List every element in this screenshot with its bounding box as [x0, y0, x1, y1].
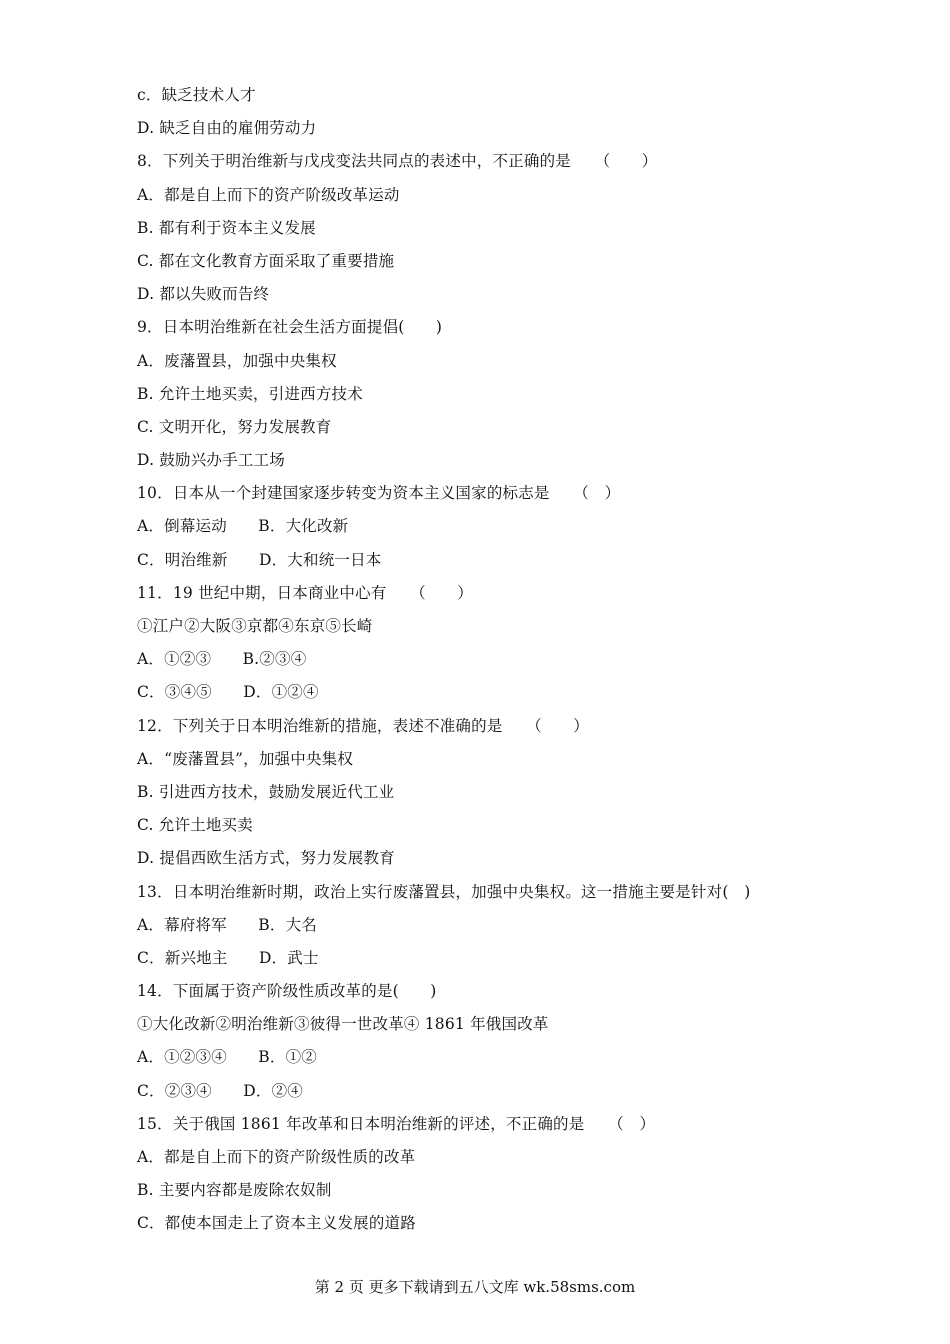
- text-line: C．明治维新 D．大和统一日本: [137, 550, 382, 569]
- text-line: A．都是自上而下的资产阶级性质的改革: [137, 1148, 416, 1166]
- text-line: 8．下列关于明治维新与戊戌变法共同点的表述中，不正确的是 （ ）: [137, 152, 658, 171]
- text-line: B. 主要内容都是废除农奴制: [137, 1181, 332, 1200]
- text-line: D. 鼓励兴办手工工场: [137, 451, 285, 470]
- text-line: c．缺乏技术人才: [137, 86, 256, 104]
- text-line: 9．日本明治维新在社会生活方面提倡( ): [137, 318, 443, 337]
- text-line: A．①②③ B.②③④: [137, 650, 307, 669]
- text-line: C．②③④ D．②④: [137, 1081, 303, 1100]
- text-line: A．①②③④ B．①②: [137, 1048, 317, 1067]
- text-line: A．“废藩置县”，加强中央集权: [137, 749, 354, 768]
- text-line: A．幕府将军 B．大名: [137, 915, 317, 934]
- text-line: C. 允许土地买卖: [137, 816, 253, 835]
- text-line: ①江户②大阪③京都④东京⑤长崎: [137, 617, 373, 635]
- text-line: D. 提倡西欧生活方式，努力发展教育: [137, 849, 395, 868]
- text-line: A．废藩置县，加强中央集权: [137, 351, 337, 370]
- text-line: 12．下列关于日本明治维新的措施，表述不准确的是 （ ）: [137, 716, 589, 735]
- text-line: B. 允许土地买卖，引进西方技术: [137, 384, 363, 403]
- text-line: C. 文明开化，努力发展教育: [137, 417, 332, 436]
- text-line: 10．日本从一个封建国家逐步转变为资本主义国家的标志是 （ ）: [137, 484, 621, 503]
- text-line: C．新兴地主 D．武士: [137, 948, 319, 967]
- text-line: ①大化改新②明治维新③彼得一世改革④ 1861 年俄国改革: [137, 1015, 549, 1034]
- text-line: 15．关于俄国 1861 年改革和日本明治维新的评述，不正确的是 （ ）: [137, 1114, 656, 1133]
- text-line: 11．19 世纪中期，日本商业中心有 （ ）: [137, 583, 473, 602]
- text-line: B. 引进西方技术，鼓励发展近代工业: [137, 782, 395, 801]
- text-line: 13．日本明治维新时期，政治上实行废藩置县，加强中央集权。这一措施主要是针对( ): [137, 882, 751, 901]
- text-line: D. 缺乏自由的雇佣劳动力: [137, 119, 317, 138]
- question-list: [137, 80, 837, 1242]
- text-line: A．都是自上而下的资产阶级改革运动: [137, 185, 400, 204]
- text-line: B. 都有利于资本主义发展: [137, 218, 316, 237]
- text-line: C．都使本国走上了资本主义发展的道路: [137, 1214, 416, 1233]
- page-footer: 第 2 页 更多下载请到五八文库 wk.58sms.com: [314, 1278, 636, 1296]
- text-line: A．倒幕运动 B．大化改新: [137, 517, 349, 536]
- text-line: D. 都以失败而告终: [137, 285, 270, 304]
- text-line: C．③④⑤ D．①②④: [137, 683, 319, 702]
- text-line: C. 都在文化教育方面采取了重要措施: [137, 251, 395, 270]
- text-line: 14．下面属于资产阶级性质改革的是( ): [137, 982, 437, 1001]
